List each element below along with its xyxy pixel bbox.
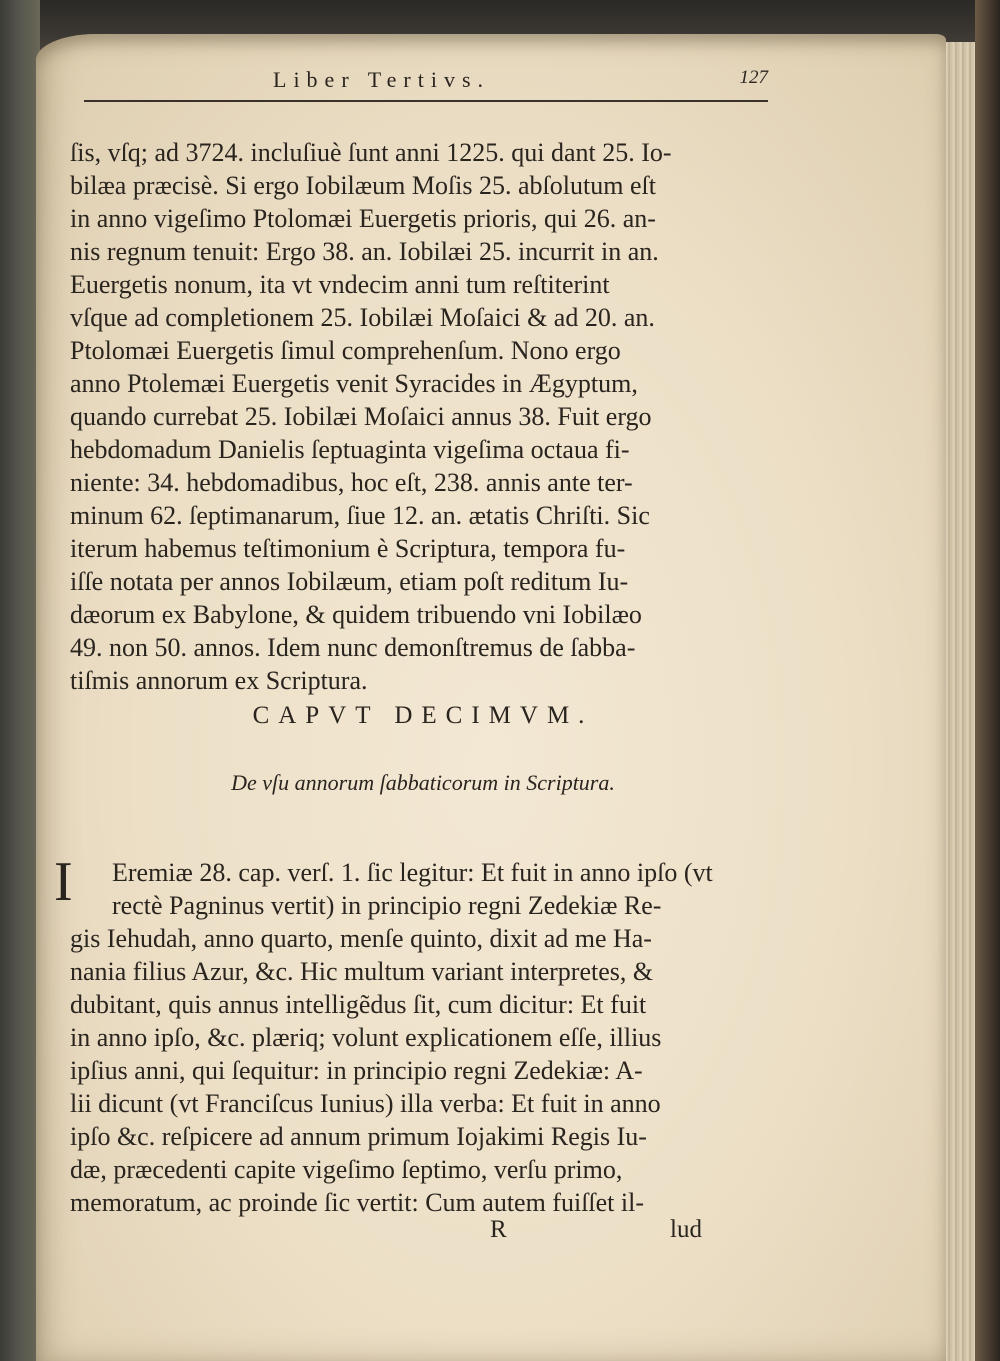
catchword: lud [670, 1216, 702, 1243]
text-line: ipſius anni, qui ſequitur: in principio regni Zedekiæ: A- [70, 1056, 643, 1085]
book-cover-left [0, 0, 40, 1361]
text-line: Ptolomæi Euergetis ſimul comprehenſum. Nono ergo [70, 336, 621, 365]
text-line: anno Ptolemæi Euergetis venit Syracides in Ægyptum, [70, 369, 638, 398]
text-line: 49. non 50. annos. Idem nunc demonſtremus de ſabba- [70, 633, 636, 662]
text-line: rectè Pagninus vertit) in principio regni Zedekiæ Re- [112, 891, 662, 920]
text-line: dæorum ex Babylone, & quidem tribuendo vni Iobilæo [70, 600, 642, 629]
book-cover-right [975, 0, 1000, 1361]
text-line: dubitant, quis annus intelligẽdus ſit, cum dicitur: Et fuit [70, 990, 647, 1019]
text-line: iſſe notata per annos Iobilæum, etiam poſt reditum Iu- [70, 567, 629, 596]
text-line: vſque ad completionem 25. Iobilæi Moſaici & ad 20. an. [70, 303, 655, 332]
text-line: in anno vigeſimo Ptolomæi Euergetis prioris, qui 26. an- [70, 204, 656, 233]
text-line: iterum habemus teſtimonium è Scriptura, tempora fu- [70, 534, 626, 563]
chapter-title: CAPVT DECIMVM. [252, 702, 594, 729]
text-line: dæ, præcedenti capite vigeſimo ſeptimo, verſu primo, [70, 1155, 623, 1184]
text-line: nis regnum tenuit: Ergo 38. an. Iobilæi 25. incurrit in an. [70, 237, 659, 266]
text-line: Eremiæ 28. cap. verſ. 1. ſic legitur: Et fuit in anno ipſo (vt [112, 858, 713, 887]
running-header [78, 67, 768, 99]
text-line: quando currebat 25. Iobilæi Moſaici annus 38. Fuit ergo [70, 402, 652, 431]
text-line: in anno ipſo, &c. plæriq; volunt explicationem eſſe, illius [70, 1023, 662, 1052]
text-line: nania filius Azur, &c. Hic multum variant interpretes, & [70, 957, 654, 986]
text-line: ſis, vſq; ad 3724. incluſiuè ſunt anni 1225. qui dant 25. Io- [70, 138, 672, 167]
text-line: memoratum, ac proinde ſic vertit: Cum autem fuiſſet il- [70, 1188, 645, 1217]
chapter-subtitle: De vſu annorum ſabbaticorum in Scriptura. [231, 770, 615, 795]
text-line: tiſmis annorum ex Scriptura. [70, 666, 368, 695]
signature-mark: R [490, 1216, 507, 1243]
text-line: Euergetis nonum, ita vt vndecim anni tum reſtiterint [70, 270, 610, 299]
drop-cap: I [54, 851, 73, 913]
text-line: gis Iehudah, anno quarto, menſe quinto, dixit ad me Ha- [70, 924, 652, 953]
page-number: 127 [739, 67, 768, 88]
text-line: ipſo &c. reſpicere ad annum primum Iojakimi Regis Iu- [70, 1122, 647, 1151]
text-line: minum 62. ſeptimanarum, ſiue 12. an. ætatis Chriſti. Sic [70, 501, 650, 530]
text-line: lii dicunt (vt Franciſcus Iunius) illa verba: Et fuit in anno [70, 1089, 661, 1118]
text-line: hebdomadum Danielis ſeptuaginta vigeſima octaua fi- [70, 435, 630, 464]
header-rule [84, 100, 768, 102]
text-line: niente: 34. hebdomadibus, hoc eſt, 238. annis ante ter- [70, 468, 633, 497]
running-title: Liber Tertivs. [273, 67, 491, 92]
text-line: bilæa præcisè. Si ergo Iobilæum Moſis 25. abſolutum eſt [70, 171, 656, 200]
